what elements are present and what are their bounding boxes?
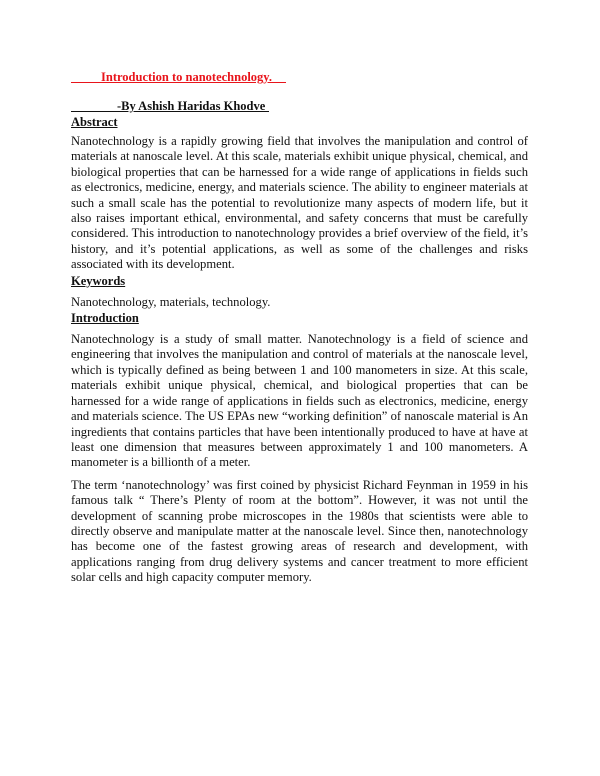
introduction-heading: Introduction [71, 311, 139, 326]
author-underline-lead [71, 98, 117, 112]
title-underline-lead [71, 69, 101, 83]
title-text: Introduction to nanotechnology. [101, 70, 272, 84]
author-underline-tail [265, 98, 269, 112]
abstract-text: Nanotechnology is a rapidly growing field that involves the manipulation and control of materials at nanoscale level. At this scale, materials exhibit unique physical, chemical, and biological properties that can be harnessed for a wide range of applications in fields such as electronics, medicine, energy, and materials science. The ability to engineer materials at such a small scale has the potential to revolutionize many aspects of modern life, but it also raises important ethical, environmental, and safety concerns that must be carefully considered. This introduction to nanotechnology provides a brief overview of the field, it’s history, and it’s potential applications, as well as some of the challenges and risks associated with its development. [71, 134, 528, 272]
author-line [71, 98, 528, 114]
keywords-heading: Keywords [71, 273, 126, 288]
document-title [71, 69, 528, 85]
abstract-heading: Abstract [71, 115, 118, 129]
title-underline-tail [272, 69, 286, 83]
introduction-paragraph-2: The term ‘nanotechnology’ was first coined by physicist Richard Feynman in 1959 in his famous talk “ There’s Plenty of room at the bottom”. However, it was not until the development of scanning probe microscopes in the 1980s that scientists were able to directly observe and manipulate matter at the nanoscale level. Since then, nanotechnology has become one of the fastest growing areas of research and development, with applications ranging from drug delivery systems and cancer treatment to more efficient solar cells and high capacity computer memory. [71, 477, 528, 585]
keywords-text: Nanotechnology, materials, technology. [71, 294, 271, 309]
introduction-paragraph-1: Nanotechnology is a study of small matter. Nanotechnology is a field of science and engineering that involves the manipulation and control of materials at the nanoscale level, which is typically defined as being between 1 and 100 manometers in size. At this scale, materials exhibit unique physical, chemical, and biological properties that can be harnessed for a wide range of applications in fields such as electronics, medicine, energy and materials science. The US EPAs new “working definition” of nanoscale material is An ingredients that contains particles that have been intentionally produced to have at have at least one dimension that measures between approximately 1 and 100 manometers. A manometer is a billionth of a meter. [71, 332, 528, 470]
author-text: -By Ashish Haridas Khodve [117, 99, 266, 113]
